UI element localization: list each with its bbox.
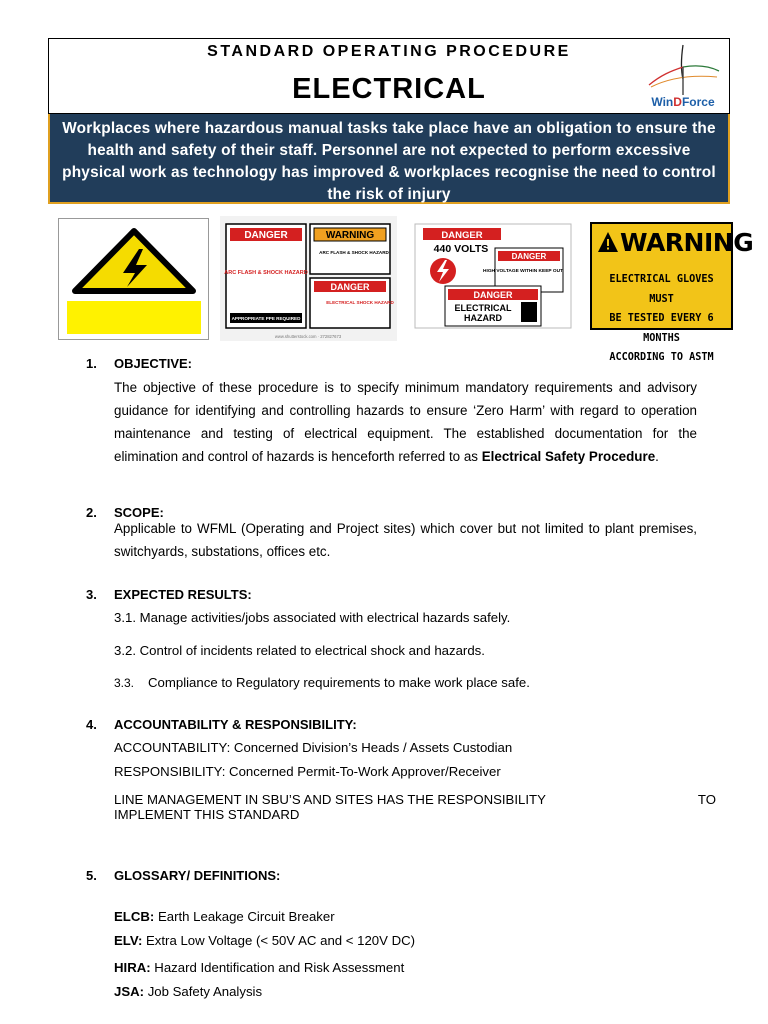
svg-text:www.shutterstock.com · 2728276: www.shutterstock.com · 272827673 <box>274 334 342 339</box>
svg-text:HAZARD: HAZARD <box>464 313 502 323</box>
svg-text:ARC FLASH & SHOCK HAZARD: ARC FLASH & SHOCK HAZARD <box>319 250 389 255</box>
document-header <box>48 38 730 114</box>
glossary-item: ELCB: Earth Leakage Circuit Breaker <box>114 909 335 924</box>
svg-text:APPROPRIATE PPE REQUIRED: APPROPRIATE PPE REQUIRED <box>231 316 301 321</box>
high-voltage-sign <box>58 218 209 340</box>
svg-text:WARNING: WARNING <box>325 230 375 241</box>
440-volts-signs <box>413 220 573 332</box>
svg-text:440 VOLTS: 440 VOLTS <box>433 243 489 255</box>
section-heading-expected-results: EXPECTED RESULTS: <box>114 587 252 602</box>
svg-text:DANGER: DANGER <box>441 230 483 241</box>
svg-text:DANGER: DANGER <box>473 290 513 300</box>
svg-text:DANGER: DANGER <box>330 282 370 292</box>
section-heading-glossary: GLOSSARY/ DEFINITIONS: <box>114 868 281 883</box>
glossary-item: JSA: Job Safety Analysis <box>114 984 263 999</box>
responsibility-line: RESPONSIBILITY: Concerned Permit-To-Work Approver/Receiver <box>114 764 501 779</box>
svg-text:ELECTRICAL SHOCK HAZARD: ELECTRICAL SHOCK HAZARD <box>326 300 394 305</box>
windforce-logo <box>641 41 725 111</box>
section-number: 4. <box>86 717 97 732</box>
logo-wordmark: WinDForce <box>651 95 715 109</box>
objective-text: The objective of these procedure is to specify minimum mandatory requirements and advisory guidance for identifying and controlling hazards to ensure ‘Zero Harm’ with regard to operation maintenance and testing of electrical equipment. The established documentation for the elimination and control of hazards is henceforth referred to as Electrical Safety Procedure. <box>114 380 697 464</box>
accountability-line: ACCOUNTABILITY: Concerned Division’s Heads / Assets Custodian <box>114 740 513 755</box>
section-heading-objective: OBJECTIVE: <box>114 356 193 371</box>
document-subtitle: STANDARD OPERATING PROCEDURE <box>207 43 571 60</box>
line-management-text: LINE MANAGEMENT IN SBU’S AND SITES HAS THE RESPONSIBILITY TO IMPLEMENT THIS STANDARD <box>114 792 716 822</box>
gloves-warning-text: ELECTRICAL GLOVES MUST BE TESTED EVERY 6 MONTHS ACCORDING TO ASTM <box>609 274 714 363</box>
section-number: 3. <box>86 587 97 602</box>
svg-text:ARC FLASH & SHOCK HAZARD: ARC FLASH & SHOCK HAZARD <box>224 270 308 276</box>
expected-result-item: 3.3. Compliance to Regulatory requirements to make work place safe. <box>114 675 530 690</box>
danger-warning-signs-icon <box>220 216 397 341</box>
svg-text:HIGH VOLTAGE WITHIN KEEP OUT: HIGH VOLTAGE WITHIN KEEP OUT <box>483 269 563 274</box>
section-heading-accountability: ACCOUNTABILITY & RESPONSIBILITY: <box>114 717 357 732</box>
warning-heading: WARNING <box>620 228 754 257</box>
wind-turbine-icon <box>641 41 725 97</box>
high-voltage-signs-icon <box>413 220 573 332</box>
svg-text:ELECTRICAL: ELECTRICAL <box>454 303 512 313</box>
svg-text:DANGER: DANGER <box>511 252 547 261</box>
arc-flash-signs <box>220 216 397 341</box>
gloves-warning-sign <box>590 222 754 363</box>
glossary-item: ELV: Extra Low Voltage (< 50V AC and < 120V DC) <box>114 933 416 948</box>
section-number: 2. <box>86 505 97 520</box>
section-heading-scope: SCOPE: <box>114 505 164 520</box>
glossary-item: HIRA: Hazard Identification and Risk Assessment <box>114 960 405 975</box>
svg-text:DANGER: DANGER <box>244 230 288 241</box>
lightning-triangle-icon <box>59 219 208 339</box>
expected-result-item: 3.1. Manage activities/jobs associated with electrical hazards safely. <box>114 610 511 625</box>
warning-triangle-icon <box>596 230 620 254</box>
expected-result-item: 3.2. Control of incidents related to electrical shock and hazards. <box>114 643 485 658</box>
section-number: 5. <box>86 868 97 883</box>
document-title: ELECTRICAL <box>292 73 486 105</box>
scope-text: Applicable to WFML (Operating and Project sites) which cover but not limited to plant premises, switchyards, substations, offices etc. <box>114 521 697 559</box>
intro-banner: Workplaces where hazardous manual tasks take place have an obligation to ensure the health and safety of their staff. Personnel are not expected to perform excessive physical work as technology has improved & workplaces recognise the need to control the risk of injury <box>48 114 730 204</box>
section-number: 1. <box>86 356 97 371</box>
